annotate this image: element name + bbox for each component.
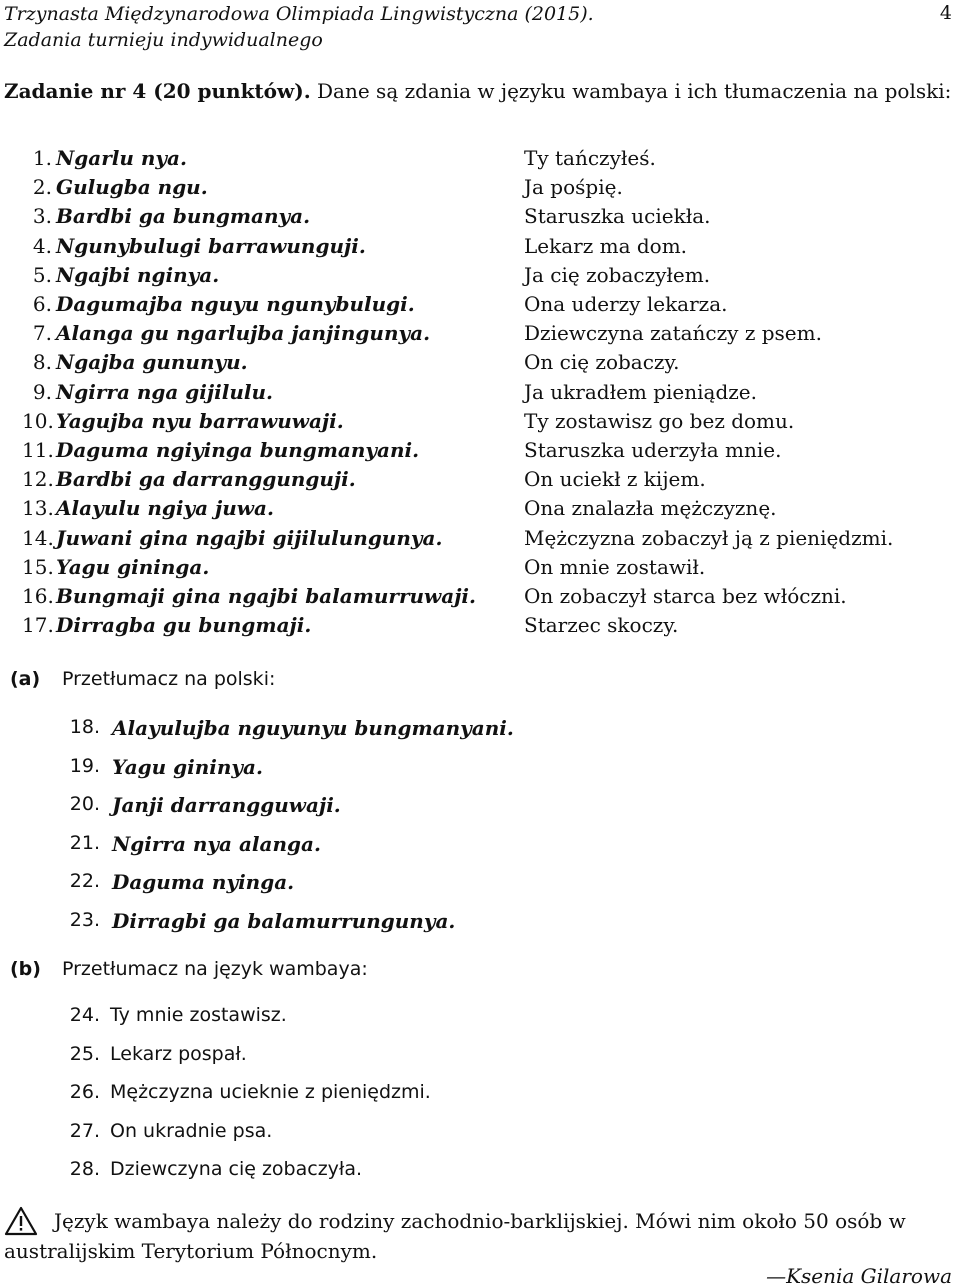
pair-number: 4. [32,233,52,258]
problem-description: Dane są zdania w języku wambaya i ich tłumaczenia na polski: [317,79,952,103]
task-a-item-number: 19. [69,754,100,777]
polish-translation: Ja pośpię. [524,175,623,200]
pair-number: 12. [22,467,54,492]
task-b-item-text: Dziewczyna cię zobaczyła. [110,1158,363,1180]
wambaya-sentence: Dirragba gu bungmaji. [56,613,312,638]
task-a-item-number: 21. [69,831,100,854]
pair-number: 14. [22,525,54,550]
pair-number: 7. [32,321,52,346]
task-b-item-text: Mężczyzna ucieknie z pieniędzmi. [110,1081,431,1103]
task-a-item-text: Alayulujba nguyunyu bungmanyani. [112,716,514,740]
author-signature: —Ksenia Gilarowa [766,1264,952,1288]
polish-translation: Staruszka uderzyła mnie. [524,438,782,462]
wambaya-sentence: Yagu gininga. [56,554,210,579]
polish-translation: Ona znalazła mężczyznę. [524,496,777,521]
task-b-item-number: 28. [69,1158,100,1180]
wambaya-sentence: Daguma ngiyinga bungmanyani. [56,438,420,462]
task-a-item-text: Dirragbi ga balamurrungunya. [112,908,456,933]
task-b-item-number: 26. [69,1081,100,1103]
polish-translation: On uciekł z kijem. [524,467,706,492]
polish-translation: Ty tańczyłeś. [524,146,656,170]
task-a-item-number: 23. [69,908,100,931]
pair-number: 13. [22,496,54,521]
wambaya-sentence: Ngajba gununyu. [56,350,248,375]
pair-number: 15. [22,554,54,579]
task-a-label: (a) [10,668,41,690]
pair-number: 3. [32,204,52,229]
polish-translation: Dziewczyna zatańczy z psem. [524,321,822,346]
pair-number: 2. [32,175,52,200]
polish-translation: Ja cię zobaczyłem. [524,262,711,287]
pair-number: 17. [22,613,54,638]
wambaya-sentence: Yagujba nyu barrawuwaji. [56,408,344,433]
wambaya-sentence: Juwani gina ngajbi gijilulungunya. [56,525,443,550]
task-b-item-text: On ukradnie psa. [110,1119,273,1142]
polish-translation: On mnie zostawił. [524,554,706,579]
language-note [4,1206,956,1266]
pair-number: 6. [32,292,52,316]
language-note-line1: Język wambaya należy do rodziny zachodnio-barklijskiej. Mówi nim około 50 osób w [54,1209,906,1233]
problem-intro [4,76,956,106]
polish-translation: Ona uderzy lekarza. [524,292,728,316]
wambaya-sentence: Alayulu ngiya juwa. [56,496,274,521]
task-b-item-text: Ty mnie zostawisz. [110,1004,287,1026]
task-a-item-text: Janji darrangguwaji. [112,793,341,817]
problem-title: Zadanie nr 4 (20 punktów). [4,79,311,103]
pair-number: 1. [32,146,52,170]
pair-number: 10. [22,408,54,433]
task-b-item-text: Lekarz pospał. [110,1042,247,1065]
header-subtitle: Zadania turnieju indywidualnego [4,29,323,51]
header-title: Trzynasta Międzynarodowa Olimpiada Lingwistyczna (2015). [4,3,594,25]
polish-translation: Ty zostawisz go bez domu. [524,408,795,433]
polish-translation: Staruszka uciekła. [524,204,711,229]
wambaya-sentence: Dagumajba nguyu ngunybulugi. [56,292,415,316]
task-a-item-number: 22. [69,870,100,892]
wambaya-sentence: Bungmaji gina ngajbi balamurruwaji. [56,584,476,608]
task-a-instruction: Przetłumacz na polski: [62,668,276,690]
task-b-label: (b) [10,958,41,980]
wambaya-sentence: Ngirra nga gijilulu. [56,379,273,404]
task-a-item-number: 20. [69,793,100,815]
task-b-item-number: 27. [69,1119,100,1142]
task-a-item-text: Ngirra nya alanga. [112,831,321,856]
polish-translation: Ja ukradłem pieniądze. [524,379,757,404]
task-a-item-number: 18. [69,716,100,738]
task-b-item-number: 25. [69,1042,100,1065]
task-b-item-number: 24. [69,1004,100,1026]
polish-translation: Lekarz ma dom. [524,233,688,258]
task-b-instruction: Przetłumacz na język wambaya: [62,958,368,980]
polish-translation: Mężczyzna zobaczył ją z pieniędzmi. [524,525,894,550]
polish-translation: On cię zobaczy. [524,350,680,375]
pair-number: 11. [22,438,54,462]
wambaya-sentence: Ngarlu nya. [56,146,187,170]
wambaya-sentence: Bardbi ga bungmanya. [56,204,311,229]
page-number: 4 [939,2,952,24]
polish-translation: On zobaczył starca bez włóczni. [524,584,847,608]
language-note-line2: australijskim Terytorium Północnym. [4,1239,378,1263]
task-a-item-text: Yagu gininya. [112,754,263,779]
pair-number: 8. [32,350,52,375]
pair-number: 16. [22,584,54,608]
polish-translation: Starzec skoczy. [524,613,679,638]
wambaya-sentence: Ngajbi nginya. [56,262,220,287]
task-a-item-text: Daguma nyinga. [112,870,295,894]
wambaya-sentence: Gulugba ngu. [56,175,208,200]
wambaya-sentence: Bardbi ga darranggunguji. [56,467,356,492]
wambaya-sentence: Alanga gu ngarlujba janjingunya. [56,321,431,346]
wambaya-sentence: Ngunybulugi barrawunguji. [56,233,366,258]
pair-number: 5. [32,262,52,287]
pair-number: 9. [32,379,52,404]
